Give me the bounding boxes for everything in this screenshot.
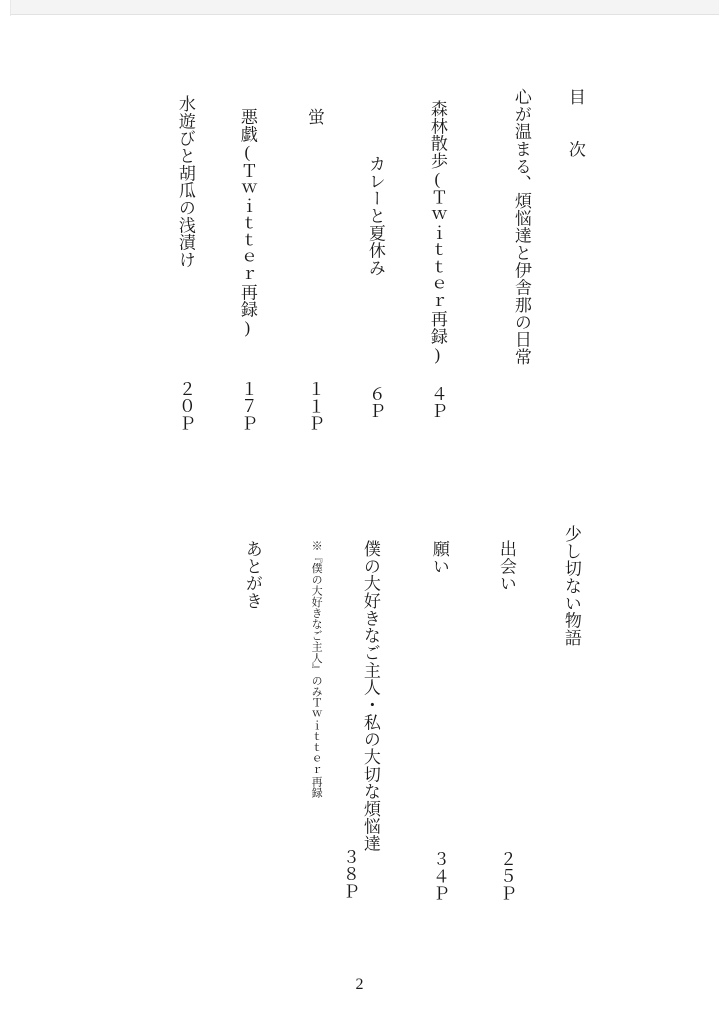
toc-entry-page-6: ２０Ｐ [175, 380, 195, 433]
section-two-entry-page-3: ３８Ｐ [339, 848, 359, 901]
section-two-entry-page-2: ３４Ｐ [429, 850, 449, 903]
scan-top-edge [0, 0, 719, 14]
section-two-entry-title-1: 出会い [496, 540, 516, 593]
toc-entry-title-5: 悪戯(Ｔｗｉｔｔｅｒ再録) [237, 108, 257, 338]
page-title: 目 次 [565, 88, 585, 168]
toc-entry-page-2: ４Ｐ [427, 385, 447, 420]
toc-entry-title-3: カレーと夏休み [365, 155, 385, 277]
toc-entry-title-1: 心が温まる、煩悩達と伊舎那の日常 [511, 88, 531, 366]
toc-entry-title-4: 蛍 [304, 108, 324, 126]
toc-entry-title-2: 森林散歩(Ｔｗｉｔｔｅｒ再録) [427, 100, 447, 365]
section-two-entry-title-2: 願い [429, 540, 449, 575]
section-two-entry-page-1: ２５Ｐ [496, 850, 516, 903]
scan-top-edge-line [0, 14, 719, 15]
section-two-entry-title-3: 僕の大好きなご主人・私の大切な煩悩達 [360, 540, 380, 853]
section-two-note: ※『僕の大好きなご主人』のみＴｗｉｔｔｅｒ再録 [310, 540, 323, 799]
toc-entry-page-4: １１Ｐ [304, 380, 324, 433]
scan-corner-mark [0, 0, 11, 16]
toc-entry-page-3: ６Ｐ [365, 385, 385, 420]
toc-entry-page-5: １７Ｐ [237, 380, 257, 433]
page-number: 2 [355, 976, 364, 993]
section-heading-two: 少し切ない物語 [561, 525, 581, 647]
afterword-label: あとがき [242, 540, 262, 610]
toc-entry-title-6: 水遊びと胡瓜の浅漬け [175, 95, 195, 269]
